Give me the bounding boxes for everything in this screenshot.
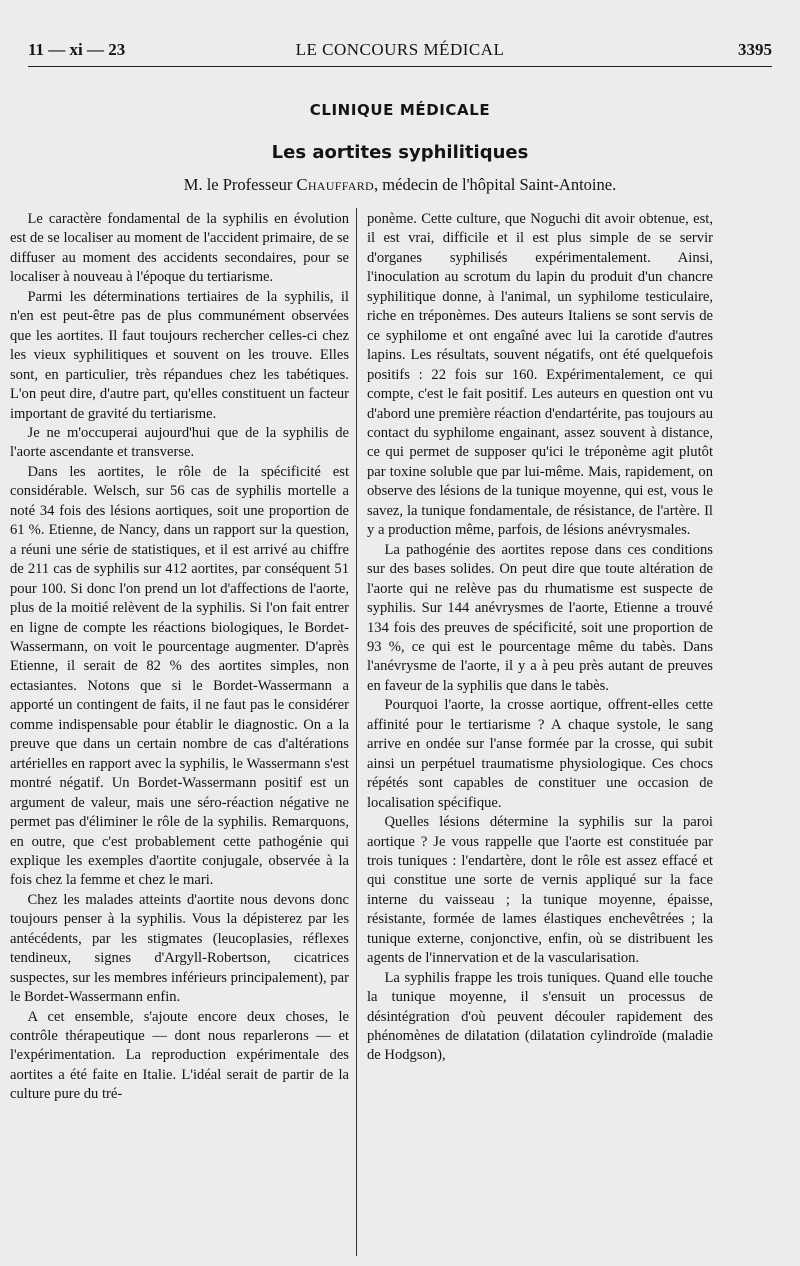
author-name: Chauffard — [296, 175, 375, 194]
paragraph: Chez les malades atteints d'aortite nous devons donc toujours penser à la syphilis. Vous la dépisterez par les antécédents, par les stigmates (leucoplasies, réflexes tendineux, signes d'Argyll-Robertson, cicatrices suspectes, sur les membres inférieurs principalement), par le Bordet-Wassermann enfin. — [10, 891, 349, 1006]
paragraph: Pourquoi l'aorte, la crosse aortique, offrent-elles cette affinité pour le tertiarisme ? A chaque systole, le sang arrive en ondée sur l'anse formée par la crosse, qui subit ainsi un perpétuel traumatisme physiologique. Ces chocs répétés sont capables de constituer une occasion de localisation spécifique. — [367, 697, 713, 811]
byline-prefix: M. le Professeur — [183, 175, 297, 194]
right-column — [367, 210, 713, 1066]
page-number: 3395 — [738, 40, 772, 59]
paragraph: ponème. Cette culture, que Noguchi dit avoir obtenue, est, il est vrai, difficile et il est plus simple de se servir d'organes syphilisés expérimentalement. Ainsi, l'inoculation au scrotum du lapin du produit d'un chancre syphilitique donne, à l'animal, un syphilome testiculaire, riche en tréponèmes. Des auteurs Italiens se sont servis de ce syphilome et ont engaîné avec lui la carotide d'autres lapins. Les résultats, souvent négatifs, ont été quelquefois positifs : 22 fois sur 160. Expérimentalement, ce qui compte, c'est le fait positif. Les auteurs en question ont vu d'abord une première réaction d'endartérite, pas toujours au contact du syphilome engainant, assez souvent à distance, ce qui permet de supposer qu'ici le tréponème agit plutôt par toxine soluble que par lui-même. Mais, rapidement, on observe des lésions de la tunique moyenne, qui est, vous le savez, la tunique fondamentale, de résistance, de l'artère. Il y a production même, parfois, de lésions anévrysmales. — [367, 211, 713, 539]
paragraph: Parmi les déterminations tertiaires de la syphilis, il n'en est peut-être pas de plus communément observées que les aortites. Il faut toujours rechercher celles-ci chez les vieux syphilitiques et souvent on les trouve. Elles sont, en particulier, très répandues chez les tabétiques. L'on peut dire, d'autre part, qu'elles constituent un facteur important de gravité du tertiarisme. — [10, 288, 349, 422]
paragraph: Dans les aortites, le rôle de la spécificité est considérable. Welsch, sur 56 cas de syphilis mortelle a noté 34 fois des lésions aortiques, soit une proportion de 61 %. Etienne, de Nancy, dans un rapport sur la question, a réuni une série de statistiques, et il est arrivé au chiffre de 211 cas de syphilis sur 412 aortites, par conséquent 51 pour 100. Si donc l'on prend un lot d'affections de l'aorte, plus de la moitié relèvent de la syphilis. Si l'on fait entrer en ligne de compte les réactions biologiques, le Bordet-Wassermann, on voit le pourcentage augmenter. D'après Etienne, il serait de 82 % des aortites simples, non ectasiantes. Notons que si le Bordet-Wassermann a apporté un contingent de faits, il ne faut pas le considérer comme indispensable pour établir le diagnostic. On a la preuve que dans un certain nombre de cas d'altérations artérielles en rapport avec la syphilis, le Wassermann s'est montré négatif. Un Bordet-Wassermann positif est un argument de valeur, mais une séro-réaction négative ne permet pas d'éliminer le rôle de la syphilis. Remarquons, en outre, que c'est probablement cette pathogénie qui explique les exemples d'aortite conjugale, observée à la fois chez la femme et chez le mari. — [10, 463, 349, 889]
article-title: Les aortites syphilitiques — [271, 142, 529, 163]
running-header — [28, 36, 772, 67]
author-byline — [0, 175, 800, 195]
paragraph: Le caractère fondamental de la syphilis en évolution est de se localiser au moment de l'accident primaire, de se diffuser au moment des accidents secondaires, pour se localiser à nouveau à l'époque du tertiarisme. — [10, 211, 349, 286]
column-divider — [356, 208, 357, 1256]
journal-title: LE CONCOURS MÉDICAL — [295, 40, 505, 59]
paragraph: La pathogénie des aortites repose dans ces conditions sur des bases solides. On peut dire que toute altération de l'aorte qui ne relève pas du rhumatisme est suspecte de syphilis. Sur 144 anévrysmes de l'aorte, Etienne a trouvé 134 fois des preuves de spécificité, soit une proportion de 93 %, ce qui est le pourcentage même du tabès. Dans l'anévrysme de l'aorte, il y a à peu près autant de preuves en faveur de la syphilis que dans le tabès. — [367, 541, 713, 694]
issue-date: 11 — xi — 23 — [28, 40, 126, 59]
paragraph: Quelles lésions détermine la syphilis sur la paroi aortique ? Je vous rappelle que l'aorte est constituée par trois tuniques : l'endartère, dont le rôle est assez effacé et qui constitue une sorte de vernis appliqué sur la face interne du vaisseau ; la tunique moyenne, épaisse, résistante, formée de lames élastiques enchevêtrées ; la tunique externe, conjonctive, enfin, où se distribuent les agents de l'innervation et de la vascularisation. — [367, 814, 713, 967]
byline-suffix: , médecin de l'hôpital Saint-Antoine. — [374, 175, 617, 194]
section-rubric: CLINIQUE MÉDICALE — [309, 101, 491, 119]
paragraph: La syphilis frappe les trois tuniques. Quand elle touche la tunique moyenne, il s'ensuit un processus de désintégration d'où peuvent découler rapidement des phénomènes de dilatation (dilatation cylindroïde (maladie de Hodgson), — [367, 969, 713, 1064]
paragraph: Je ne m'occuperai aujourd'hui que de la syphilis de l'aorte ascendante et transverse. — [10, 424, 349, 461]
paragraph: A cet ensemble, s'ajoute encore deux choses, le contrôle thérapeutique — dont nous reparlerons — et l'expérimentation. La reproduction expérimentale des aortites a été faite en Italie. L'idéal serait de partir de la culture pure du tré- — [10, 1008, 349, 1103]
left-column — [10, 210, 349, 1105]
